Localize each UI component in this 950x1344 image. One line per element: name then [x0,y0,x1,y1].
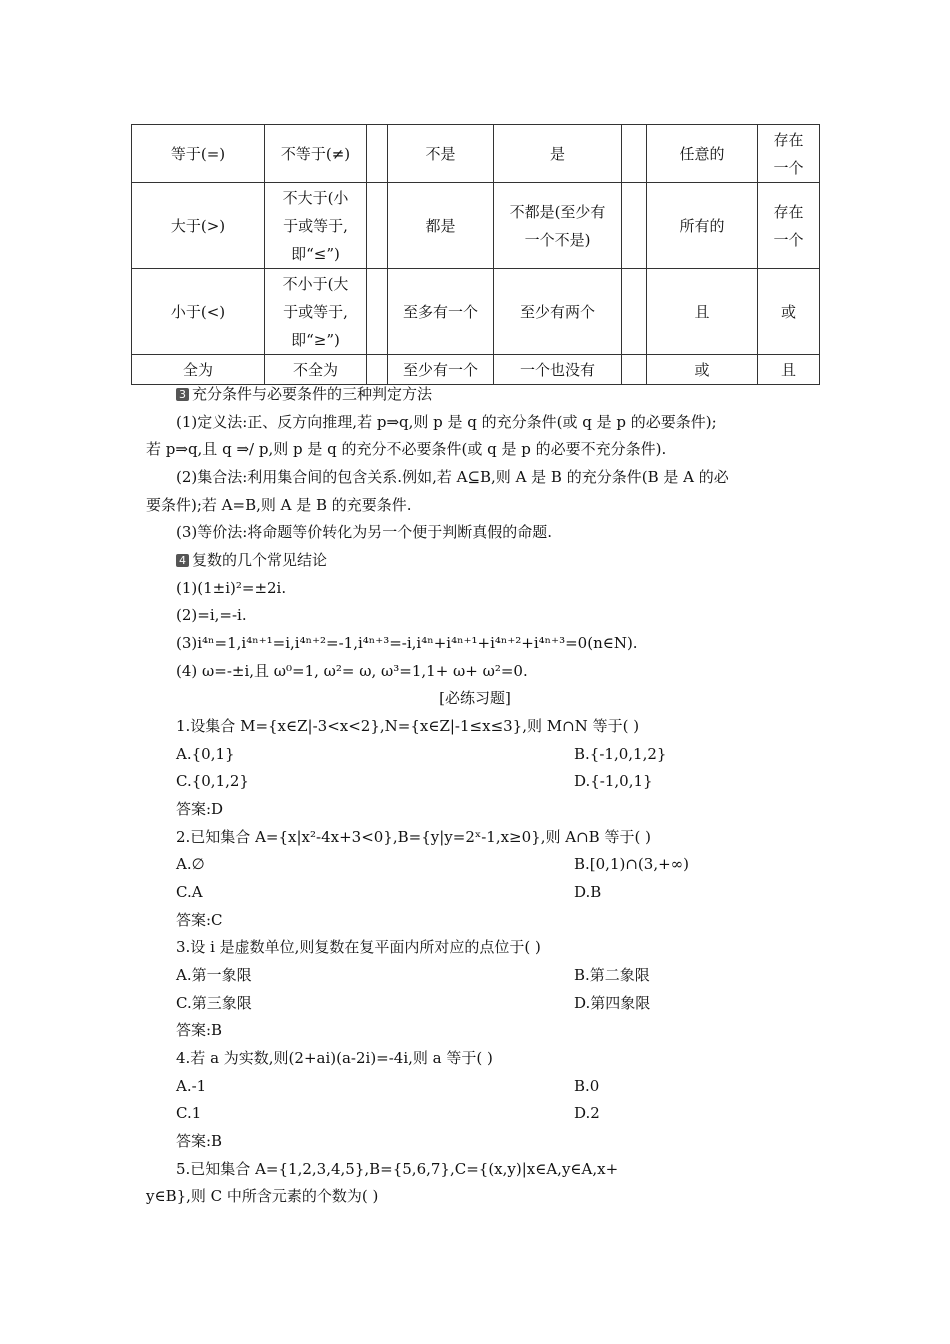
table-cell: 不都是(至少有 一个不是) [494,183,622,269]
table-row [132,355,820,385]
paragraph-line: (3)等价法:将命题等价转化为另一个便于判断真假的命题. [176,523,553,541]
option-b: B.[0,1)∩(3,+∞) [574,855,689,873]
answer: 答案:C [176,911,223,929]
table-cell: 不大于(小 于或等于, 即“≤”) [265,183,367,269]
table-cell: 至少有一个 [388,355,494,385]
table-row [132,183,820,269]
paragraph-line: 若 p⇒q,且 q ⇒/ p,则 p 是 q 的充分不必要条件(或 q 是 p 的必要不充分条件). [146,440,667,458]
option-d: D.{-1,0,1} [574,772,653,790]
table-cell [367,355,388,385]
section-number-badge: 3 [176,388,189,401]
table-cell [367,183,388,269]
table-cell: 至少有两个 [494,269,622,355]
option-d: D.B [574,883,602,901]
question-stem: 2.已知集合 A={x|x²-4x+3<0},B={y|y=2ˣ-1,x≥0},则 A∩B 等于( ) [176,828,651,846]
table-cell: 任意的 [647,125,758,183]
table-cell [367,269,388,355]
option-c: C.1 [176,1104,202,1122]
option-c: C.第三象限 [176,994,252,1012]
section-title: 充分条件与必要条件的三种判定方法 [192,385,433,403]
question-stem: 1.设集合 M={x∈Z|-3<x<2},N={x∈Z|-1≤x≤3},则 M∩N 等于( ) [176,717,640,735]
section-heading [176,383,432,405]
option-d: D.2 [574,1104,600,1122]
paragraph-line: (2)集合法:利用集合间的包含关系.例如,若 A⊆B,则 A 是 B 的充分条件(B 是 A 的必 [176,468,729,486]
table-cell: 或 [758,269,820,355]
paragraph-line: (4) ω=-±i,且 ω⁰=1, ω²= ω, ω³=1,1+ ω+ ω²=0. [176,662,528,680]
answer: 答案:B [176,1021,223,1039]
question-stem: y∈B},则 C 中所含元素的个数为( ) [146,1187,379,1205]
option-a: A.{0,1} [176,745,235,763]
paragraph-line: (1)定义法:正、反方向推理,若 p⇒q,则 p 是 q 的充分条件(或 q 是 p 的必要条件); [176,413,717,431]
table-cell [622,183,647,269]
question-stem: 3.设 i 是虚数单位,则复数在复平面内所对应的点位于( ) [176,938,541,956]
table-cell: 存在 一个 [758,125,820,183]
table-cell: 且 [758,355,820,385]
table-cell [367,125,388,183]
table-cell: 一个也没有 [494,355,622,385]
paragraph-line: (3)i⁴ⁿ=1,i⁴ⁿ⁺¹=i,i⁴ⁿ⁺²=-1,i⁴ⁿ⁺³=-i,i⁴ⁿ+i⁴ⁿ⁺¹+i⁴ⁿ⁺²+i⁴ⁿ⁺³=0(n∈N). [176,634,638,652]
table-cell: 大于(>) [132,183,265,269]
option-a: A.∅ [176,855,205,873]
table-cell: 是 [494,125,622,183]
table-cell: 都是 [388,183,494,269]
table-cell: 或 [647,355,758,385]
table-cell: 小于(<) [132,269,265,355]
option-b: B.第二象限 [574,966,650,984]
table-cell: 不等于(≠) [265,125,367,183]
paragraph-line: (1)(1±i)²=±2i. [176,579,287,597]
table-cell: 全为 [132,355,265,385]
option-b: B.0 [574,1077,600,1095]
table-row [132,269,820,355]
table-cell: 所有的 [647,183,758,269]
option-a: A.-1 [176,1077,207,1095]
paragraph-line: (2)=i,=-i. [176,606,247,624]
table-cell: 不全为 [265,355,367,385]
table-cell: 不是 [388,125,494,183]
option-d: D.第四象限 [574,994,651,1012]
table-cell [622,125,647,183]
section-number-badge: 4 [176,554,189,567]
table-cell: 存在 一个 [758,183,820,269]
answer: 答案:D [176,800,224,818]
question-stem: 5.已知集合 A={1,2,3,4,5},B={5,6,7},C={(x,y)|x∈A,y∈A,x+ [176,1160,619,1178]
table-cell: 等于(=) [132,125,265,183]
option-c: C.A [176,883,203,901]
section-title: 复数的几个常见结论 [192,551,328,569]
paragraph-line: 要条件);若 A=B,则 A 是 B 的充要条件. [146,496,412,514]
table-cell: 至多有一个 [388,269,494,355]
answer: 答案:B [176,1132,223,1150]
question-stem: 4.若 a 为实数,则(2+ai)(a-2i)=-4i,则 a 等于( ) [176,1049,493,1067]
table-cell: 不小于(大 于或等于, 即“≥”) [265,269,367,355]
exercises-title: [必练习题] [439,689,511,707]
table-cell [622,269,647,355]
option-a: A.第一象限 [176,966,252,984]
table-row [132,125,820,183]
table-cell [622,355,647,385]
table-cell: 且 [647,269,758,355]
negation-table [131,124,820,385]
option-c: C.{0,1,2} [176,772,249,790]
section-heading [176,549,327,571]
option-b: B.{-1,0,1,2} [574,745,667,763]
